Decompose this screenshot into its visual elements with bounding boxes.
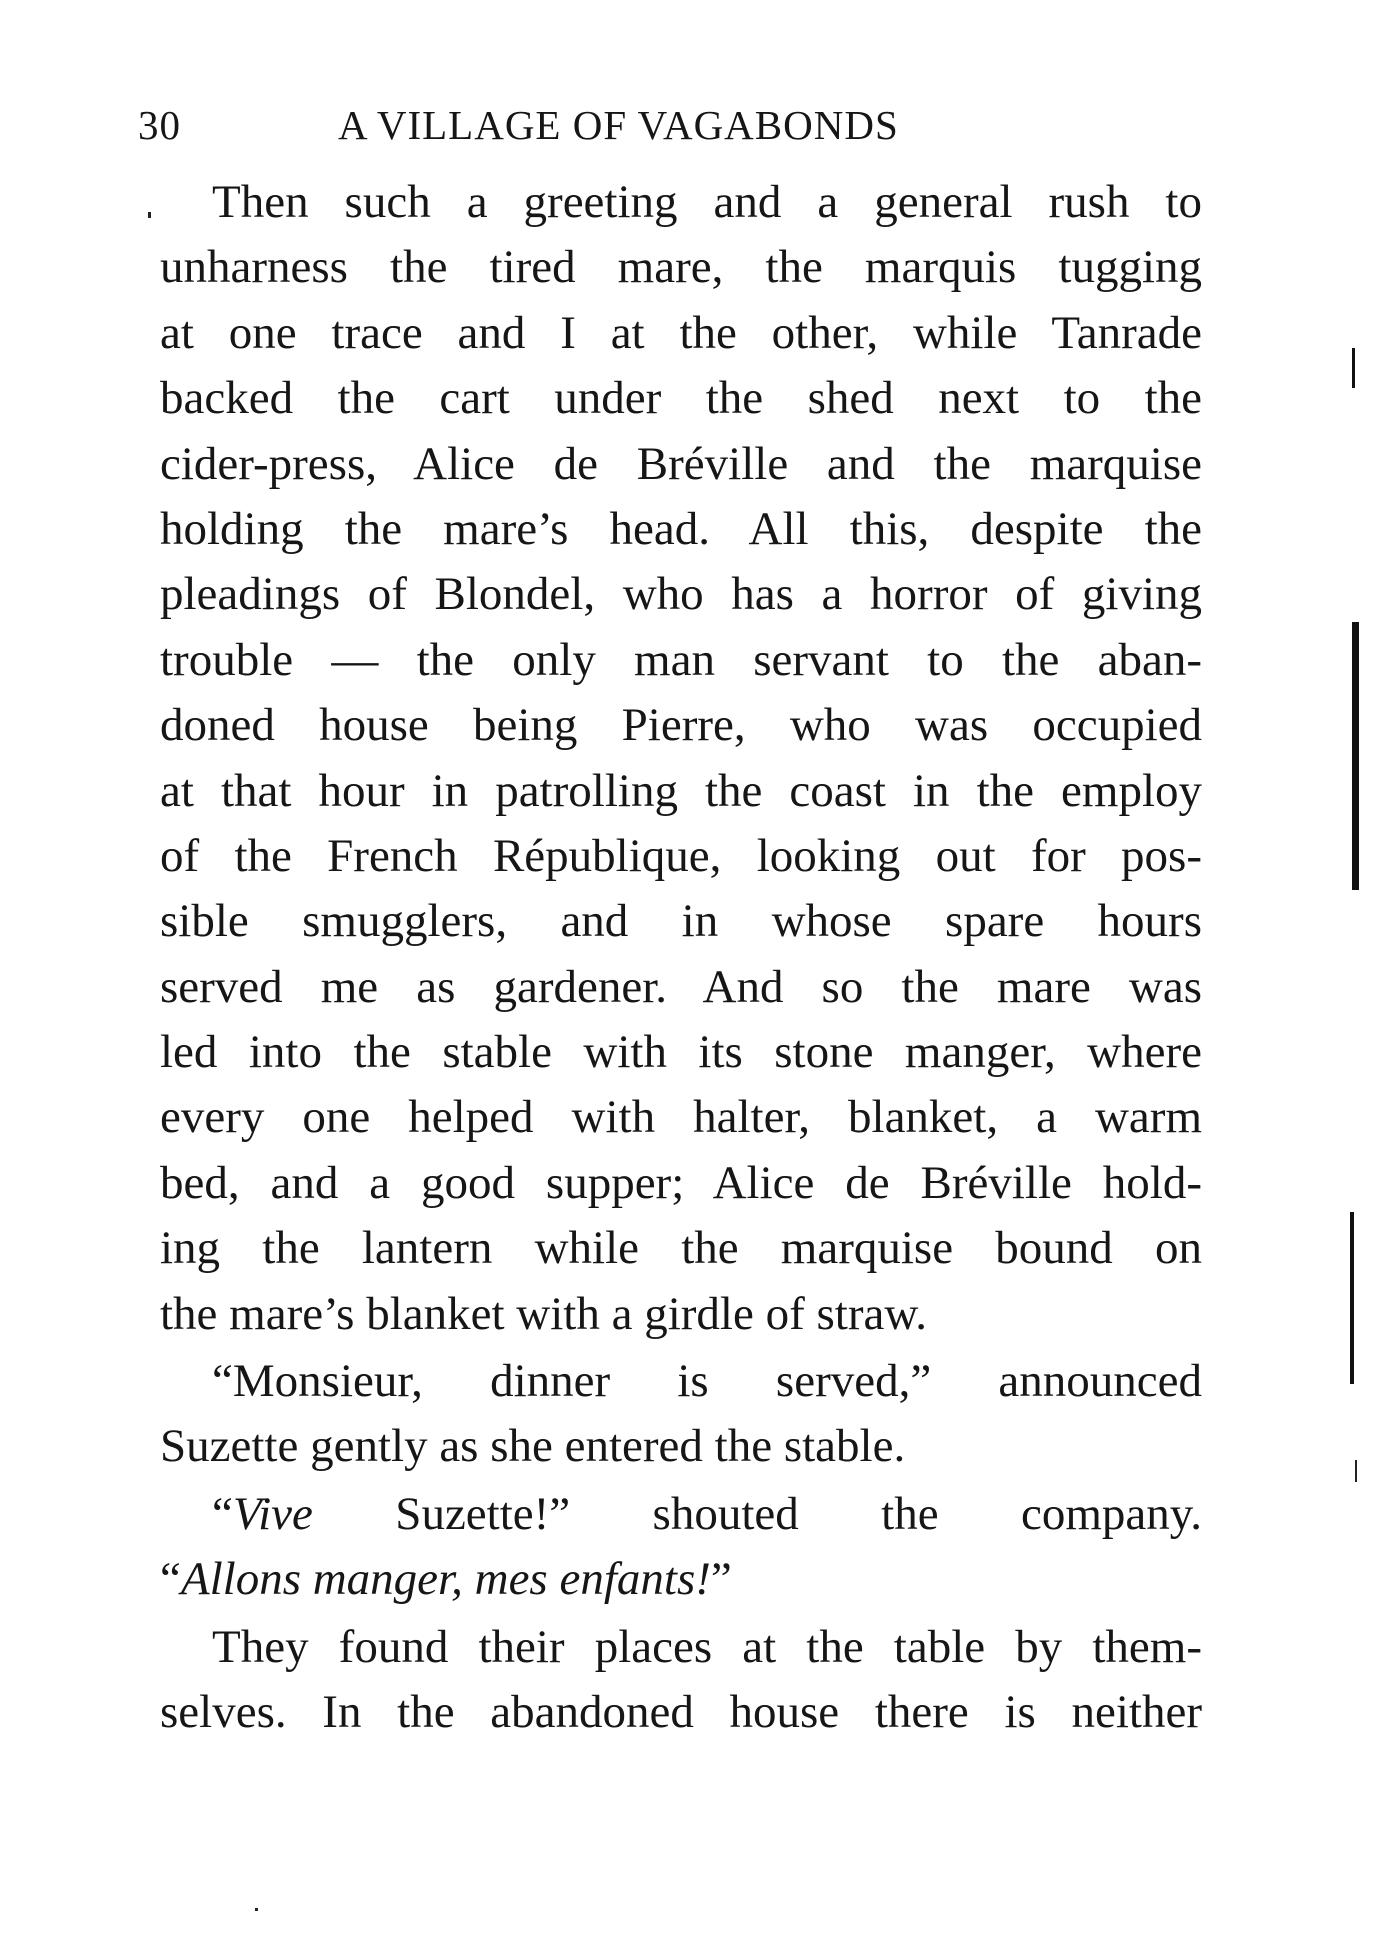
text-line: “Monsieur, dinner is served,” announced [212,1355,1202,1408]
text-line: at one trace and I at the other, while Tanrade [160,306,1202,359]
text-line: every one helped with halter, blanket, a warm [160,1091,1202,1144]
open-quote: “ [160,1553,181,1606]
text-line: of the French République, looking out for pos- [160,829,1202,882]
text-line: the mare’s blanket with a girdle of straw. [160,1287,927,1340]
text-line: cider-press, Alice de Bréville and the marquise [160,437,1202,490]
paragraph-1 [160,170,1202,1347]
text-segment: Suzette!” shouted the company. [312,1487,1202,1540]
page-number: 30 [138,102,181,148]
text-line: led into the stable with its stone manger, where [160,1026,1202,1079]
margin-bar-mark [1352,622,1359,890]
scan-speck [148,212,151,218]
open-quote: “ [212,1487,233,1540]
margin-tick-mark [1352,348,1355,388]
text-line: ing the lantern while the marquise bound on [160,1222,1202,1275]
text-line: They found their places at the table by them- [212,1620,1202,1673]
running-title: A VILLAGE OF VAGABONDS [338,102,899,148]
text-line: served me as gardener. And so the mare was [160,960,1202,1013]
text-line: holding the mare’s head. All this, despite the [160,502,1202,555]
text-line: bed, and a good supper; Alice de Bréville hold- [160,1156,1202,1209]
scan-speck [255,1908,258,1911]
page-header [138,100,1018,150]
margin-bar-mark [1350,1212,1354,1384]
text-line: at that hour in patrolling the coast in the employ [160,764,1202,817]
paragraph-3 [160,1482,1202,1613]
text-line: pleadings of Blondel, who has a horror of giving [160,568,1202,621]
text-line: sible smugglers, and in whose spare hours [160,895,1202,948]
text-line [160,1482,1202,1547]
paragraph-2 [160,1349,1202,1480]
text-line: unharness the tired mare, the marquis tugging [160,241,1202,294]
scan-speck [1355,1460,1357,1482]
text-line: Then such a greeting and a general rush to [212,176,1202,228]
text-line: selves. In the abandoned house there is neither [160,1685,1202,1738]
italic-text: Allons manger, mes enfants! [180,1553,711,1606]
text-line: backed the cart under the shed next to the [160,372,1202,425]
paragraph-4 [160,1615,1202,1746]
text-line: doned house being Pierre, who was occupied [160,699,1202,752]
italic-text: Vive [232,1487,313,1540]
close-quote: ” [710,1553,732,1606]
text-line: trouble — the only man servant to the aban- [160,633,1202,686]
text-line [160,1547,1202,1612]
text-line: Suzette gently as she entered the stable. [160,1420,906,1473]
body-text [160,170,1202,1745]
